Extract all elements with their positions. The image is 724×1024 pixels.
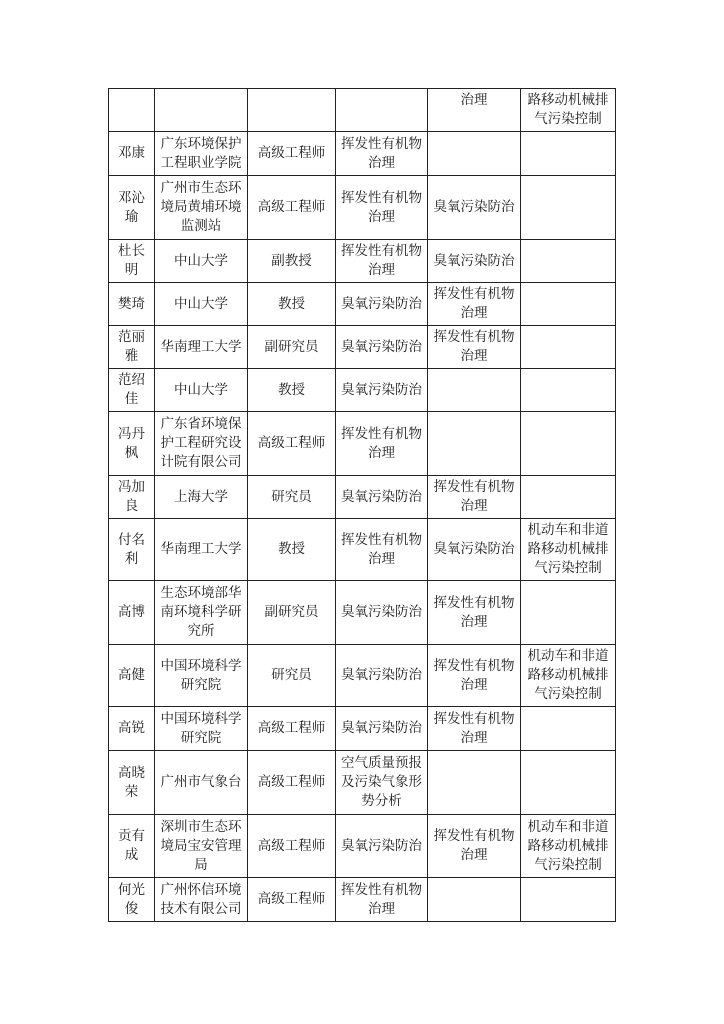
cell-field-3 xyxy=(521,707,616,751)
cell-org: 广州怀信环境技术有限公司 xyxy=(155,878,248,922)
table-row xyxy=(109,326,616,369)
cell-org: 中山大学 xyxy=(155,240,248,283)
cell-org: 华南理工大学 xyxy=(155,519,248,581)
cell-field-1: 臭氧污染防治 xyxy=(336,707,428,751)
cell-field-3: 路移动机械排气污染控制 xyxy=(521,89,616,132)
cell-field-1: 挥发性有机物治理 xyxy=(336,240,428,283)
cell-name: 冯丹枫 xyxy=(109,412,155,476)
cell-title xyxy=(248,89,336,132)
cell-field-2: 挥发性有机物治理 xyxy=(428,283,521,326)
cell-field-3 xyxy=(521,412,616,476)
cell-name: 邓康 xyxy=(109,132,155,176)
cell-field-3 xyxy=(521,176,616,240)
cell-org: 广州市生态环境局黄埔环境监测站 xyxy=(155,176,248,240)
cell-org: 深圳市生态环境局宝安管理局 xyxy=(155,815,248,878)
cell-name: 高锐 xyxy=(109,707,155,751)
table-row xyxy=(109,645,616,707)
cell-org: 广东省环境保护工程研究设计院有限公司 xyxy=(155,412,248,476)
cell-title: 高级工程师 xyxy=(248,176,336,240)
cell-title: 副研究员 xyxy=(248,326,336,369)
cell-field-1: 臭氧污染防治 xyxy=(336,581,428,645)
cell-org: 广州市气象台 xyxy=(155,751,248,815)
cell-field-2: 臭氧污染防治 xyxy=(428,176,521,240)
cell-title: 副研究员 xyxy=(248,581,336,645)
cell-org: 华南理工大学 xyxy=(155,326,248,369)
cell-field-3 xyxy=(521,369,616,412)
cell-org: 中国环境科学研究院 xyxy=(155,707,248,751)
cell-name: 高健 xyxy=(109,645,155,707)
cell-title: 高级工程师 xyxy=(248,815,336,878)
table-row xyxy=(109,240,616,283)
table-row xyxy=(109,878,616,922)
cell-org: 中山大学 xyxy=(155,369,248,412)
cell-field-1: 挥发性有机物治理 xyxy=(336,132,428,176)
cell-field-1: 臭氧污染防治 xyxy=(336,283,428,326)
table-row xyxy=(109,132,616,176)
cell-field-2: 臭氧污染防治 xyxy=(428,519,521,581)
cell-field-3 xyxy=(521,476,616,519)
cell-title: 高级工程师 xyxy=(248,751,336,815)
cell-name: 杜长明 xyxy=(109,240,155,283)
cell-name: 贡有成 xyxy=(109,815,155,878)
cell-name: 范丽雅 xyxy=(109,326,155,369)
cell-title: 教授 xyxy=(248,283,336,326)
cell-field-3 xyxy=(521,878,616,922)
table-row xyxy=(109,707,616,751)
cell-field-3 xyxy=(521,283,616,326)
cell-field-2: 挥发性有机物治理 xyxy=(428,645,521,707)
cell-field-3 xyxy=(521,751,616,815)
cell-field-3: 机动车和非道路移动机械排气污染控制 xyxy=(521,815,616,878)
table-row xyxy=(109,412,616,476)
cell-name: 冯加良 xyxy=(109,476,155,519)
cell-field-2 xyxy=(428,412,521,476)
table-row xyxy=(109,283,616,326)
cell-field-2: 挥发性有机物治理 xyxy=(428,476,521,519)
cell-name: 邓沁瑜 xyxy=(109,176,155,240)
table-row xyxy=(109,476,616,519)
cell-field-1 xyxy=(336,89,428,132)
cell-field-1: 臭氧污染防治 xyxy=(336,369,428,412)
cell-field-1: 挥发性有机物治理 xyxy=(336,878,428,922)
cell-field-2 xyxy=(428,369,521,412)
cell-field-2 xyxy=(428,132,521,176)
cell-field-1: 挥发性有机物治理 xyxy=(336,176,428,240)
cell-org: 中国环境科学研究院 xyxy=(155,645,248,707)
cell-name: 范绍佳 xyxy=(109,369,155,412)
cell-field-2: 治理 xyxy=(428,89,521,132)
cell-org: 中山大学 xyxy=(155,283,248,326)
cell-org: 生态环境部华南环境科学研究所 xyxy=(155,581,248,645)
cell-field-3 xyxy=(521,132,616,176)
cell-title: 教授 xyxy=(248,519,336,581)
cell-title: 教授 xyxy=(248,369,336,412)
cell-field-3 xyxy=(521,326,616,369)
cell-org: 上海大学 xyxy=(155,476,248,519)
cell-field-3: 机动车和非道路移动机械排气污染控制 xyxy=(521,519,616,581)
cell-field-1: 臭氧污染防治 xyxy=(336,645,428,707)
table-row xyxy=(109,89,616,132)
table-row xyxy=(109,751,616,815)
cell-field-3: 机动车和非道路移动机械排气污染控制 xyxy=(521,645,616,707)
cell-field-2 xyxy=(428,878,521,922)
expert-table xyxy=(108,88,616,922)
cell-name: 付名利 xyxy=(109,519,155,581)
cell-name xyxy=(109,89,155,132)
cell-field-1: 空气质量预报及污染气象形势分析 xyxy=(336,751,428,815)
table-row xyxy=(109,519,616,581)
table-row xyxy=(109,369,616,412)
cell-field-3 xyxy=(521,581,616,645)
cell-field-2: 挥发性有机物治理 xyxy=(428,815,521,878)
cell-field-1: 挥发性有机物治理 xyxy=(336,412,428,476)
cell-field-2: 挥发性有机物治理 xyxy=(428,707,521,751)
cell-title: 研究员 xyxy=(248,476,336,519)
cell-field-1: 臭氧污染防治 xyxy=(336,326,428,369)
table-row xyxy=(109,581,616,645)
cell-title: 高级工程师 xyxy=(248,707,336,751)
cell-field-1: 臭氧污染防治 xyxy=(336,476,428,519)
cell-field-2 xyxy=(428,751,521,815)
cell-name: 高晓荣 xyxy=(109,751,155,815)
table-row xyxy=(109,176,616,240)
cell-name: 高博 xyxy=(109,581,155,645)
cell-field-3 xyxy=(521,240,616,283)
cell-field-2: 挥发性有机物治理 xyxy=(428,581,521,645)
cell-title: 研究员 xyxy=(248,645,336,707)
table-row xyxy=(109,815,616,878)
cell-org xyxy=(155,89,248,132)
cell-field-1: 挥发性有机物治理 xyxy=(336,519,428,581)
cell-title: 副教授 xyxy=(248,240,336,283)
cell-title: 高级工程师 xyxy=(248,132,336,176)
cell-field-2: 挥发性有机物治理 xyxy=(428,326,521,369)
cell-title: 高级工程师 xyxy=(248,412,336,476)
cell-name: 何光俊 xyxy=(109,878,155,922)
cell-field-1: 臭氧污染防治 xyxy=(336,815,428,878)
cell-name: 樊琦 xyxy=(109,283,155,326)
cell-org: 广东环境保护工程职业学院 xyxy=(155,132,248,176)
cell-field-2: 臭氧污染防治 xyxy=(428,240,521,283)
cell-title: 高级工程师 xyxy=(248,878,336,922)
